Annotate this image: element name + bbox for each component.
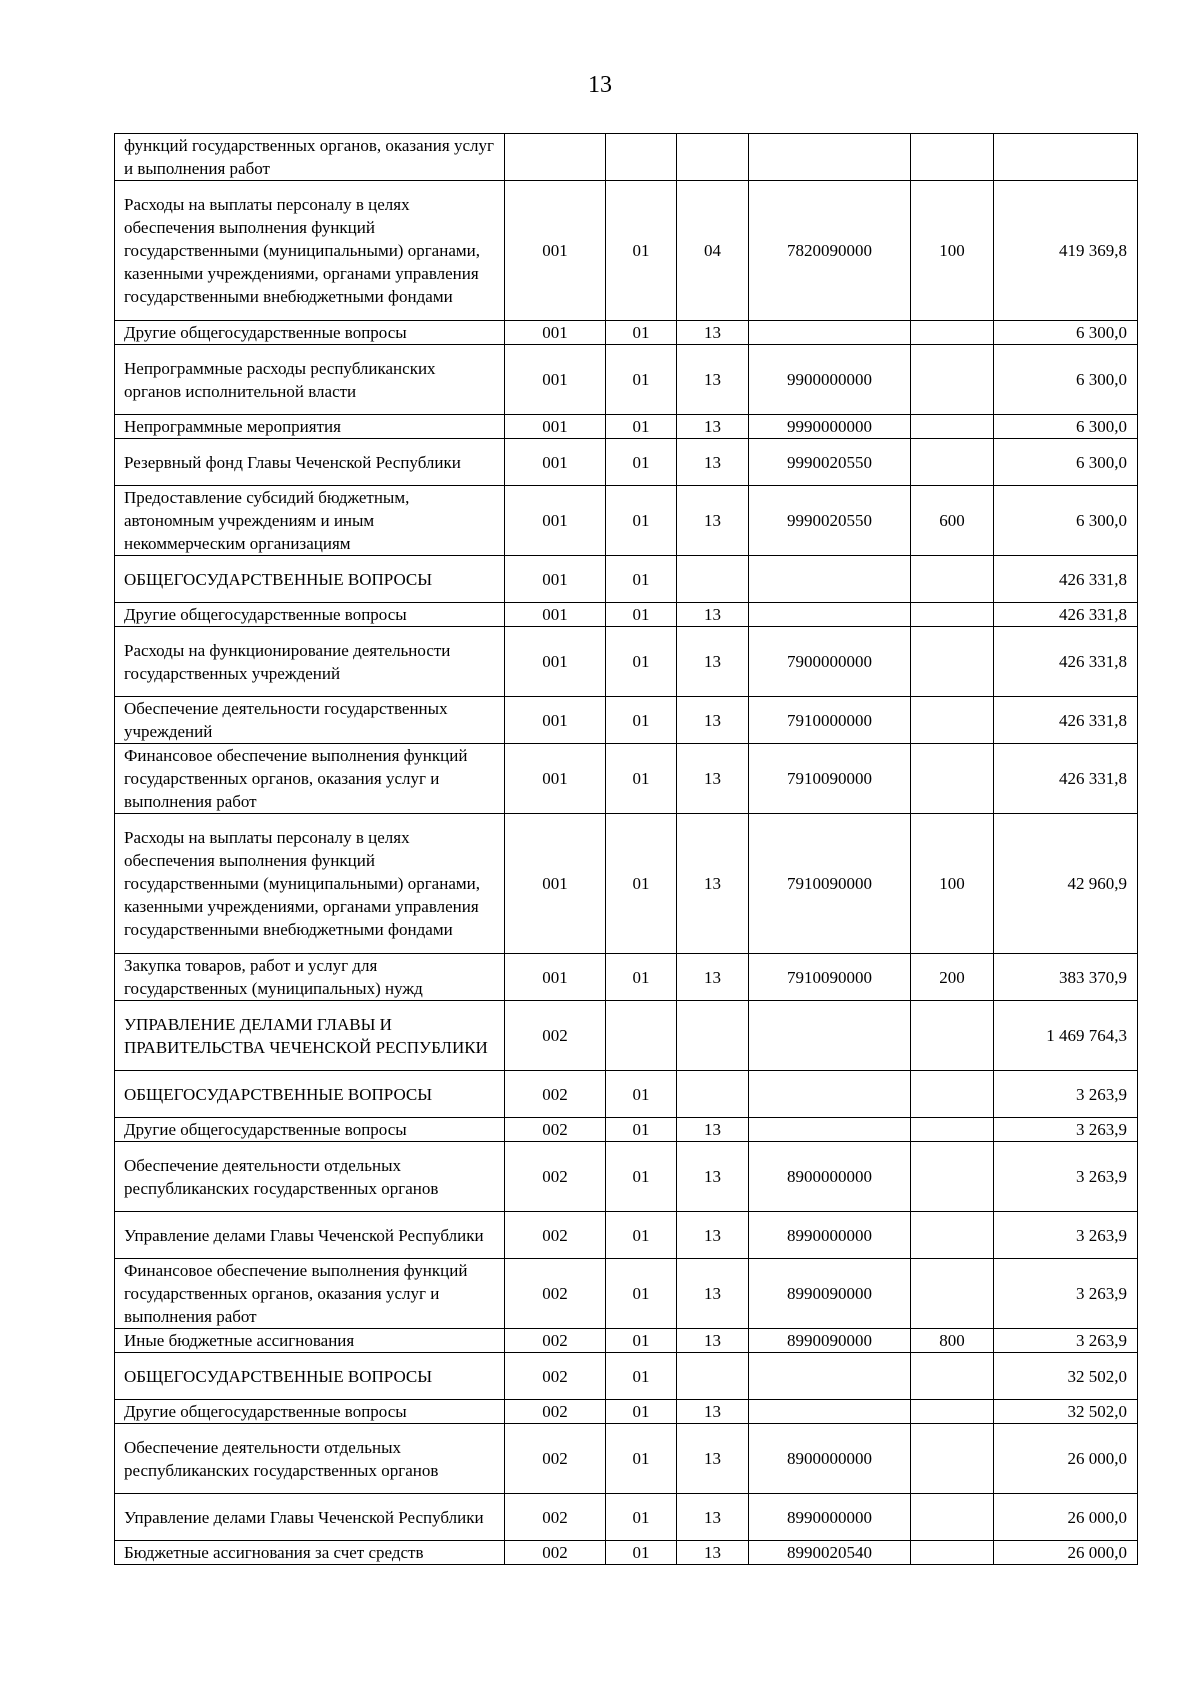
amount-cell: 6 300,0	[994, 345, 1138, 415]
table-row	[115, 1494, 1138, 1541]
row-name-cell: Управление делами Главы Чеченской Республики	[115, 1494, 505, 1541]
amount-cell: 3 263,9	[994, 1071, 1138, 1118]
ved-code-cell: 002	[505, 1118, 606, 1142]
row-name-cell: Расходы на функционирование деятельности государственных учреждений	[115, 627, 505, 697]
page-number: 13	[588, 72, 612, 98]
amount-cell: 426 331,8	[994, 744, 1138, 814]
ved-code-cell: 001	[505, 486, 606, 556]
table-row	[115, 814, 1138, 954]
section-code-cell: 01	[606, 181, 677, 321]
section-code-cell: 01	[606, 1541, 677, 1565]
table-row	[115, 744, 1138, 814]
subsection-code-cell: 13	[677, 439, 749, 486]
subsection-code-cell: 13	[677, 697, 749, 744]
row-name-cell: Обеспечение деятельности отдельных республиканских государственных органов	[115, 1424, 505, 1494]
target-article-cell	[749, 603, 911, 627]
expense-type-cell	[911, 1424, 994, 1494]
table-row	[115, 1212, 1138, 1259]
section-code-cell: 01	[606, 415, 677, 439]
expense-type-cell	[911, 697, 994, 744]
amount-cell: 6 300,0	[994, 321, 1138, 345]
section-code-cell: 01	[606, 603, 677, 627]
row-name-cell: Финансовое обеспечение выполнения функций государственных органов, оказания услуг и выполнения работ	[115, 1259, 505, 1329]
expense-type-cell	[911, 321, 994, 345]
table-row	[115, 603, 1138, 627]
ved-code-cell: 001	[505, 321, 606, 345]
section-code-cell: 01	[606, 486, 677, 556]
table-row	[115, 134, 1138, 181]
expense-type-cell	[911, 1259, 994, 1329]
table-row	[115, 627, 1138, 697]
subsection-code-cell	[677, 1353, 749, 1400]
ved-code-cell: 001	[505, 556, 606, 603]
section-code-cell: 01	[606, 321, 677, 345]
expense-type-cell	[911, 603, 994, 627]
ved-code-cell: 001	[505, 744, 606, 814]
row-name-cell: Управление делами Главы Чеченской Республики	[115, 1212, 505, 1259]
section-code-cell	[606, 134, 677, 181]
target-article-cell: 7910090000	[749, 814, 911, 954]
row-name-cell: Предоставление субсидий бюджетным, автономным учреждениям и иным некоммерческим организациям	[115, 486, 505, 556]
subsection-code-cell: 13	[677, 1424, 749, 1494]
target-article-cell: 9900000000	[749, 345, 911, 415]
table-row	[115, 321, 1138, 345]
expense-type-cell: 200	[911, 954, 994, 1001]
expense-type-cell	[911, 1142, 994, 1212]
section-code-cell: 01	[606, 1400, 677, 1424]
row-name-cell: функций государственных органов, оказания услуг и выполнения работ	[115, 134, 505, 181]
amount-cell: 426 331,8	[994, 627, 1138, 697]
amount-cell: 6 300,0	[994, 439, 1138, 486]
amount-cell: 3 263,9	[994, 1259, 1138, 1329]
expense-type-cell	[911, 744, 994, 814]
table-row	[115, 1001, 1138, 1071]
section-code-cell: 01	[606, 954, 677, 1001]
row-name-cell: Другие общегосударственные вопросы	[115, 1400, 505, 1424]
section-code-cell: 01	[606, 814, 677, 954]
subsection-code-cell	[677, 1001, 749, 1071]
expense-type-cell	[911, 1541, 994, 1565]
ved-code-cell: 001	[505, 697, 606, 744]
expense-type-cell: 800	[911, 1329, 994, 1353]
table-row	[115, 1118, 1138, 1142]
row-name-cell: ОБЩЕГОСУДАРСТВЕННЫЕ ВОПРОСЫ	[115, 1071, 505, 1118]
subsection-code-cell: 13	[677, 627, 749, 697]
subsection-code-cell: 13	[677, 954, 749, 1001]
row-name-cell: Иные бюджетные ассигнования	[115, 1329, 505, 1353]
target-article-cell: 9990020550	[749, 486, 911, 556]
amount-cell: 3 263,9	[994, 1142, 1138, 1212]
ved-code-cell: 001	[505, 627, 606, 697]
ved-code-cell: 002	[505, 1541, 606, 1565]
expense-type-cell	[911, 1400, 994, 1424]
target-article-cell: 7910000000	[749, 697, 911, 744]
section-code-cell: 01	[606, 1353, 677, 1400]
row-name-cell: Расходы на выплаты персоналу в целях обеспечения выполнения функций государственными (муниципальными) органами, казенными учреждениями, органами управления государственными внебюджетными фондами	[115, 181, 505, 321]
amount-cell: 383 370,9	[994, 954, 1138, 1001]
table-row	[115, 1424, 1138, 1494]
target-article-cell	[749, 1353, 911, 1400]
row-name-cell: Непрограммные расходы республиканских органов исполнительной власти	[115, 345, 505, 415]
table-row	[115, 181, 1138, 321]
target-article-cell: 7910090000	[749, 954, 911, 1001]
section-code-cell: 01	[606, 744, 677, 814]
table-row	[115, 415, 1138, 439]
row-name-cell: Бюджетные ассигнования за счет средств	[115, 1541, 505, 1565]
amount-cell: 32 502,0	[994, 1353, 1138, 1400]
ved-code-cell: 001	[505, 181, 606, 321]
target-article-cell: 8990090000	[749, 1259, 911, 1329]
row-name-cell: ОБЩЕГОСУДАРСТВЕННЫЕ ВОПРОСЫ	[115, 556, 505, 603]
ved-code-cell: 002	[505, 1494, 606, 1541]
expense-type-cell	[911, 439, 994, 486]
target-article-cell	[749, 134, 911, 181]
section-code-cell: 01	[606, 345, 677, 415]
table-row	[115, 1071, 1138, 1118]
subsection-code-cell: 13	[677, 603, 749, 627]
expense-type-cell	[911, 1353, 994, 1400]
ved-code-cell: 001	[505, 603, 606, 627]
table-row	[115, 1142, 1138, 1212]
target-article-cell: 8900000000	[749, 1424, 911, 1494]
target-article-cell: 9990020550	[749, 439, 911, 486]
expense-type-cell	[911, 134, 994, 181]
row-name-cell: Непрограммные мероприятия	[115, 415, 505, 439]
expense-type-cell	[911, 1071, 994, 1118]
table-row	[115, 486, 1138, 556]
budget-table	[114, 133, 1138, 1565]
amount-cell: 6 300,0	[994, 415, 1138, 439]
section-code-cell: 01	[606, 439, 677, 486]
table-row	[115, 1353, 1138, 1400]
row-name-cell: Финансовое обеспечение выполнения функций государственных органов, оказания услуг и выполнения работ	[115, 744, 505, 814]
subsection-code-cell: 13	[677, 486, 749, 556]
expense-type-cell: 100	[911, 814, 994, 954]
target-article-cell: 7820090000	[749, 181, 911, 321]
subsection-code-cell: 04	[677, 181, 749, 321]
table-row	[115, 1259, 1138, 1329]
table-row	[115, 345, 1138, 415]
target-article-cell: 9990000000	[749, 415, 911, 439]
expense-type-cell	[911, 556, 994, 603]
table-body	[115, 134, 1138, 1565]
table-row	[115, 1541, 1138, 1565]
expense-type-cell	[911, 1494, 994, 1541]
section-code-cell: 01	[606, 1142, 677, 1212]
ved-code-cell: 001	[505, 345, 606, 415]
ved-code-cell: 001	[505, 954, 606, 1001]
row-name-cell: Обеспечение деятельности отдельных республиканских государственных органов	[115, 1142, 505, 1212]
section-code-cell: 01	[606, 1424, 677, 1494]
amount-cell: 26 000,0	[994, 1541, 1138, 1565]
subsection-code-cell: 13	[677, 744, 749, 814]
ved-code-cell: 002	[505, 1424, 606, 1494]
amount-cell: 42 960,9	[994, 814, 1138, 954]
target-article-cell	[749, 321, 911, 345]
amount-cell: 6 300,0	[994, 486, 1138, 556]
amount-cell: 3 263,9	[994, 1212, 1138, 1259]
ved-code-cell: 002	[505, 1353, 606, 1400]
section-code-cell: 01	[606, 556, 677, 603]
target-article-cell: 8990090000	[749, 1329, 911, 1353]
amount-cell: 419 369,8	[994, 181, 1138, 321]
section-code-cell: 01	[606, 697, 677, 744]
amount-cell: 426 331,8	[994, 603, 1138, 627]
section-code-cell: 01	[606, 1329, 677, 1353]
table-row	[115, 1400, 1138, 1424]
ved-code-cell	[505, 134, 606, 181]
amount-cell: 426 331,8	[994, 556, 1138, 603]
amount-cell: 32 502,0	[994, 1400, 1138, 1424]
section-code-cell: 01	[606, 627, 677, 697]
row-name-cell: Другие общегосударственные вопросы	[115, 603, 505, 627]
ved-code-cell: 002	[505, 1329, 606, 1353]
ved-code-cell: 002	[505, 1001, 606, 1071]
amount-cell	[994, 134, 1138, 181]
table-row	[115, 697, 1138, 744]
subsection-code-cell	[677, 1071, 749, 1118]
ved-code-cell: 001	[505, 415, 606, 439]
subsection-code-cell: 13	[677, 1400, 749, 1424]
row-name-cell: ОБЩЕГОСУДАРСТВЕННЫЕ ВОПРОСЫ	[115, 1353, 505, 1400]
table-row	[115, 954, 1138, 1001]
table-row	[115, 439, 1138, 486]
subsection-code-cell: 13	[677, 1212, 749, 1259]
subsection-code-cell	[677, 556, 749, 603]
subsection-code-cell: 13	[677, 814, 749, 954]
amount-cell: 26 000,0	[994, 1494, 1138, 1541]
ved-code-cell: 002	[505, 1400, 606, 1424]
row-name-cell: Другие общегосударственные вопросы	[115, 1118, 505, 1142]
subsection-code-cell: 13	[677, 415, 749, 439]
subsection-code-cell: 13	[677, 1494, 749, 1541]
target-article-cell	[749, 1071, 911, 1118]
expense-type-cell	[911, 415, 994, 439]
target-article-cell: 8900000000	[749, 1142, 911, 1212]
ved-code-cell: 002	[505, 1142, 606, 1212]
amount-cell: 426 331,8	[994, 697, 1138, 744]
expense-type-cell: 100	[911, 181, 994, 321]
subsection-code-cell: 13	[677, 321, 749, 345]
row-name-cell: Закупка товаров, работ и услуг для государственных (муниципальных) нужд	[115, 954, 505, 1001]
subsection-code-cell	[677, 134, 749, 181]
target-article-cell: 8990020540	[749, 1541, 911, 1565]
target-article-cell: 8990000000	[749, 1494, 911, 1541]
expense-type-cell	[911, 1001, 994, 1071]
expense-type-cell	[911, 1118, 994, 1142]
section-code-cell: 01	[606, 1494, 677, 1541]
section-code-cell: 01	[606, 1118, 677, 1142]
ved-code-cell: 001	[505, 439, 606, 486]
expense-type-cell	[911, 627, 994, 697]
ved-code-cell: 002	[505, 1212, 606, 1259]
target-article-cell	[749, 1400, 911, 1424]
amount-cell: 26 000,0	[994, 1424, 1138, 1494]
subsection-code-cell: 13	[677, 1541, 749, 1565]
target-article-cell	[749, 1118, 911, 1142]
target-article-cell: 7900000000	[749, 627, 911, 697]
subsection-code-cell: 13	[677, 1118, 749, 1142]
subsection-code-cell: 13	[677, 1259, 749, 1329]
row-name-cell: Обеспечение деятельности государственных учреждений	[115, 697, 505, 744]
target-article-cell	[749, 1001, 911, 1071]
section-code-cell: 01	[606, 1071, 677, 1118]
section-code-cell: 01	[606, 1259, 677, 1329]
row-name-cell: УПРАВЛЕНИЕ ДЕЛАМИ ГЛАВЫ И ПРАВИТЕЛЬСТВА ЧЕЧЕНСКОЙ РЕСПУБЛИКИ	[115, 1001, 505, 1071]
target-article-cell: 7910090000	[749, 744, 911, 814]
section-code-cell: 01	[606, 1212, 677, 1259]
target-article-cell: 8990000000	[749, 1212, 911, 1259]
amount-cell: 3 263,9	[994, 1118, 1138, 1142]
expense-type-cell: 600	[911, 486, 994, 556]
amount-cell: 1 469 764,3	[994, 1001, 1138, 1071]
ved-code-cell: 002	[505, 1071, 606, 1118]
ved-code-cell: 002	[505, 1259, 606, 1329]
table-row	[115, 556, 1138, 603]
ved-code-cell: 001	[505, 814, 606, 954]
table-row	[115, 1329, 1138, 1353]
subsection-code-cell: 13	[677, 345, 749, 415]
row-name-cell: Резервный фонд Главы Чеченской Республики	[115, 439, 505, 486]
amount-cell: 3 263,9	[994, 1329, 1138, 1353]
target-article-cell	[749, 556, 911, 603]
subsection-code-cell: 13	[677, 1142, 749, 1212]
section-code-cell	[606, 1001, 677, 1071]
subsection-code-cell: 13	[677, 1329, 749, 1353]
expense-type-cell	[911, 1212, 994, 1259]
expense-type-cell	[911, 345, 994, 415]
row-name-cell: Другие общегосударственные вопросы	[115, 321, 505, 345]
row-name-cell: Расходы на выплаты персоналу в целях обеспечения выполнения функций государственными (муниципальными) органами, казенными учреждениями, органами управления государственными внебюджетными фондами	[115, 814, 505, 954]
